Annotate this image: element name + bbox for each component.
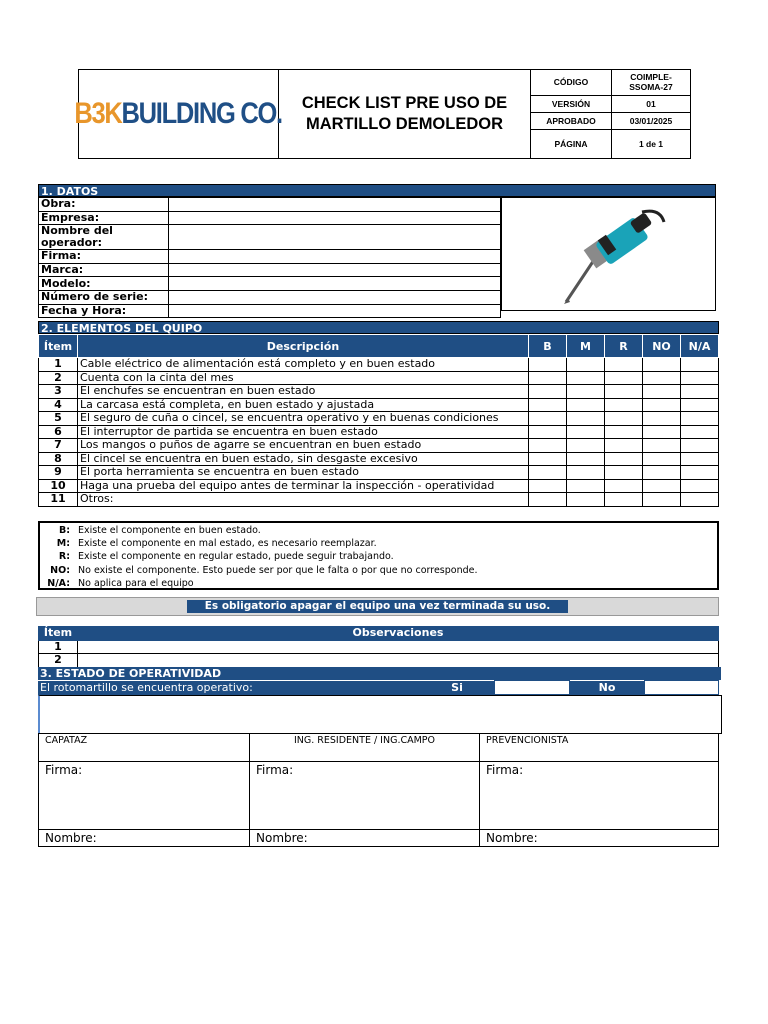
section-title: 1. DATOS — [38, 184, 716, 197]
check-cell-na[interactable] — [681, 479, 719, 493]
check-cell-r[interactable] — [605, 385, 643, 399]
check-cell-m[interactable] — [567, 371, 605, 385]
role-ing-residente: ING. RESIDENTE / ING.CAMPO — [250, 734, 480, 762]
item-description: La carcasa está completa, en buen estado y ajustada — [78, 398, 529, 412]
col-r: R — [605, 335, 643, 358]
check-cell-b[interactable] — [529, 398, 567, 412]
item-number: 7 — [39, 439, 78, 453]
checklist-row — [39, 466, 719, 480]
checklist-row — [39, 385, 719, 399]
item-number: 11 — [39, 493, 78, 507]
title-line-1: CHECK LIST PRE USO DE — [301, 94, 508, 112]
check-cell-b[interactable] — [529, 493, 567, 507]
check-cell-m[interactable] — [567, 385, 605, 399]
checklist-row — [39, 425, 719, 439]
obs-row-number: 2 — [39, 654, 78, 668]
section-elementos — [38, 321, 719, 507]
checklist-row — [39, 358, 719, 372]
check-cell-m[interactable] — [567, 479, 605, 493]
field-label: Empresa: — [39, 211, 169, 225]
check-cell-b[interactable] — [529, 479, 567, 493]
field-value-cell[interactable] — [169, 277, 501, 291]
field-value-cell[interactable] — [169, 225, 501, 250]
check-cell-m[interactable] — [567, 466, 605, 480]
item-description: Cable eléctrico de alimentación está completo y en buen estado — [78, 358, 529, 372]
col-m: M — [567, 335, 605, 358]
obs-cell[interactable] — [78, 654, 719, 668]
check-cell-r[interactable] — [605, 479, 643, 493]
legend-item: M: Existe el componente en mal estado, es necesario reemplazar. — [56, 538, 377, 550]
col-observations: Observaciones — [78, 627, 719, 641]
check-cell-no[interactable] — [643, 452, 681, 466]
check-cell-r[interactable] — [605, 466, 643, 480]
logo-mark: B3K — [74, 97, 122, 130]
meta-value: 1 de 1 — [638, 138, 664, 149]
check-cell-na[interactable] — [681, 358, 719, 372]
field-value-cell[interactable] — [169, 290, 501, 304]
meta-key: PÁGINA — [531, 129, 612, 158]
obs-cell[interactable] — [78, 640, 719, 654]
check-cell-no[interactable] — [643, 466, 681, 480]
item-description: El seguro de cuña o cincel, se encuentra operativo y en buenas condiciones — [78, 412, 529, 426]
checklist-row — [39, 493, 719, 507]
field-label: Obra: — [39, 198, 169, 212]
signature-field[interactable]: Firma: — [250, 762, 480, 830]
field-value-cell[interactable] — [169, 250, 501, 264]
field-value-cell[interactable] — [169, 304, 501, 318]
field-label: Número de serie: — [39, 290, 169, 304]
field-label: Marca: — [39, 263, 169, 277]
col-item: Ítem — [39, 335, 78, 358]
check-cell-m[interactable] — [567, 398, 605, 412]
field-label: Firma: — [39, 250, 169, 264]
warning-bar — [36, 597, 719, 616]
checklist-row — [39, 371, 719, 385]
check-cell-no[interactable] — [643, 425, 681, 439]
meta-value: 03/01/2025 — [612, 112, 691, 129]
check-cell-r[interactable] — [605, 412, 643, 426]
document-header — [74, 69, 691, 159]
check-cell-m[interactable] — [567, 439, 605, 453]
check-cell-no[interactable] — [643, 493, 681, 507]
field-label: Modelo: — [39, 277, 169, 291]
yes-checkbox[interactable] — [495, 681, 570, 695]
check-cell-b[interactable] — [529, 425, 567, 439]
item-description: El cincel se encuentra en buen estado, sin desgaste excesivo — [78, 452, 529, 466]
item-description: Cuenta con la cinta del mes — [78, 371, 529, 385]
check-cell-no[interactable] — [643, 439, 681, 453]
meta-value: 01 — [612, 95, 691, 112]
legend-item: NO: No existe el componente. Esto puede ser por que le falta o por que no corresponde. — [50, 564, 478, 576]
obs-row-number: 1 — [39, 640, 78, 654]
item-description: Haga una prueba del equipo antes de terminar la inspección - operatividad — [78, 479, 529, 493]
datos-fields-table — [38, 197, 501, 318]
item-description: El porta herramienta se encuentra en buen estado — [78, 466, 529, 480]
check-cell-no[interactable] — [643, 412, 681, 426]
section-estado — [38, 667, 719, 734]
check-cell-r[interactable] — [605, 398, 643, 412]
legend-box — [38, 521, 719, 590]
company-logo — [75, 97, 283, 131]
observations-table — [38, 626, 719, 668]
role-prevencionista: PREVENCIONISTA — [480, 734, 719, 762]
operativity-row — [38, 680, 719, 695]
check-cell-r[interactable] — [605, 425, 643, 439]
item-number: 1 — [39, 358, 78, 372]
check-cell-na[interactable] — [681, 439, 719, 453]
col-item: Ítem — [39, 627, 78, 641]
check-cell-no[interactable] — [643, 371, 681, 385]
title-line-2: MARTILLO DEMOLEDOR — [305, 115, 504, 133]
field-value-cell[interactable] — [169, 211, 501, 225]
checklist-row — [39, 412, 719, 426]
name-field[interactable]: Nombre: — [39, 830, 250, 847]
check-cell-b[interactable] — [529, 466, 567, 480]
check-cell-b[interactable] — [529, 358, 567, 372]
meta-key: CÓDIGO — [531, 70, 612, 95]
check-cell-m[interactable] — [567, 493, 605, 507]
demolition-hammer-icon — [502, 198, 715, 310]
check-cell-r[interactable] — [605, 358, 643, 372]
check-cell-no[interactable] — [643, 398, 681, 412]
signature-field[interactable]: Firma: — [39, 762, 250, 830]
check-cell-no[interactable] — [643, 385, 681, 399]
signatures-table — [38, 733, 719, 847]
check-cell-b[interactable] — [529, 412, 567, 426]
col-b: B — [529, 335, 567, 358]
section-title: 3. ESTADO DE OPERATIVIDAD — [38, 667, 721, 680]
name-field[interactable]: Nombre: — [480, 830, 719, 847]
check-cell-na[interactable] — [681, 412, 719, 426]
name-field[interactable]: Nombre: — [250, 830, 480, 847]
check-cell-m[interactable] — [567, 412, 605, 426]
item-description: El enchufes se encuentran en buen estado — [78, 385, 529, 399]
checklist-table — [38, 334, 719, 507]
meta-key: APROBADO — [531, 112, 612, 129]
logo-wordmark: BUILDING CO. — [121, 97, 283, 130]
item-number: 8 — [39, 452, 78, 466]
check-cell-na[interactable] — [681, 371, 719, 385]
no-checkbox[interactable] — [645, 681, 719, 695]
field-value-cell[interactable] — [169, 263, 501, 277]
check-cell-b[interactable] — [529, 371, 567, 385]
check-cell-r[interactable] — [605, 452, 643, 466]
check-cell-r[interactable] — [605, 493, 643, 507]
item-number: 10 — [39, 479, 78, 493]
meta-key: VERSIÓN — [531, 95, 612, 112]
checklist-row — [39, 439, 719, 453]
field-label: Nombre del operador: — [39, 225, 169, 250]
legend-item: N/A: No aplica para el equipo — [47, 577, 194, 589]
item-description: El interruptor de partida se encuentra en buen estado — [78, 425, 529, 439]
checklist-header-row — [39, 335, 719, 358]
checklist-row — [39, 452, 719, 466]
signature-field[interactable]: Firma: — [480, 762, 719, 830]
check-cell-na[interactable] — [681, 425, 719, 439]
check-cell-b[interactable] — [529, 439, 567, 453]
checklist-row — [39, 398, 719, 412]
checklist-row — [39, 479, 719, 493]
check-cell-na[interactable] — [681, 466, 719, 480]
meta-value: COIMPLE- SSOMA-27 — [612, 70, 691, 95]
item-number: 4 — [39, 398, 78, 412]
field-label: Fecha y Hora: — [39, 304, 169, 318]
field-value-cell[interactable] — [169, 198, 501, 212]
item-number: 3 — [39, 385, 78, 399]
check-cell-m[interactable] — [567, 425, 605, 439]
warning-text: Es obligatorio apagar el equipo una vez terminada su uso. — [187, 600, 568, 613]
check-cell-b[interactable] — [529, 385, 567, 399]
document-meta-table — [531, 70, 690, 158]
col-na: N/A — [681, 335, 719, 358]
signatures-section — [38, 733, 719, 847]
check-cell-na[interactable] — [681, 493, 719, 507]
col-no: NO — [643, 335, 681, 358]
legend-item: B: Existe el componente en buen estado. — [58, 525, 261, 537]
check-cell-r[interactable] — [605, 371, 643, 385]
check-cell-na[interactable] — [681, 398, 719, 412]
check-cell-r[interactable] — [605, 439, 643, 453]
item-description: Otros: — [78, 493, 529, 507]
section-title: 2. ELEMENTOS DEL QUIPO — [38, 321, 719, 334]
item-number: 2 — [39, 371, 78, 385]
logo-cell — [74, 70, 283, 158]
legend-item: R: Existe el componente en regular estado, puede seguir trabajando. — [58, 551, 394, 563]
item-number: 6 — [39, 425, 78, 439]
item-description: Los mangos o puños de agarre se encuentran en buen estado — [78, 439, 529, 453]
item-number: 9 — [39, 466, 78, 480]
check-cell-m[interactable] — [567, 358, 605, 372]
yes-label: Si — [420, 681, 495, 695]
col-description: Descripción — [78, 335, 529, 358]
check-cell-na[interactable] — [681, 385, 719, 399]
document-title — [279, 70, 531, 158]
operativity-question: El rotomartillo se encuentra operativo: — [38, 681, 420, 695]
check-cell-na[interactable] — [681, 452, 719, 466]
check-cell-m[interactable] — [567, 452, 605, 466]
operativity-notes[interactable] — [38, 695, 722, 734]
role-capataz: CAPATAZ — [39, 734, 250, 762]
section-observaciones — [38, 626, 719, 668]
check-cell-no[interactable] — [643, 358, 681, 372]
check-cell-no[interactable] — [643, 479, 681, 493]
equipment-image — [501, 197, 716, 311]
item-number: 5 — [39, 412, 78, 426]
check-cell-b[interactable] — [529, 452, 567, 466]
no-label: No — [570, 681, 645, 695]
